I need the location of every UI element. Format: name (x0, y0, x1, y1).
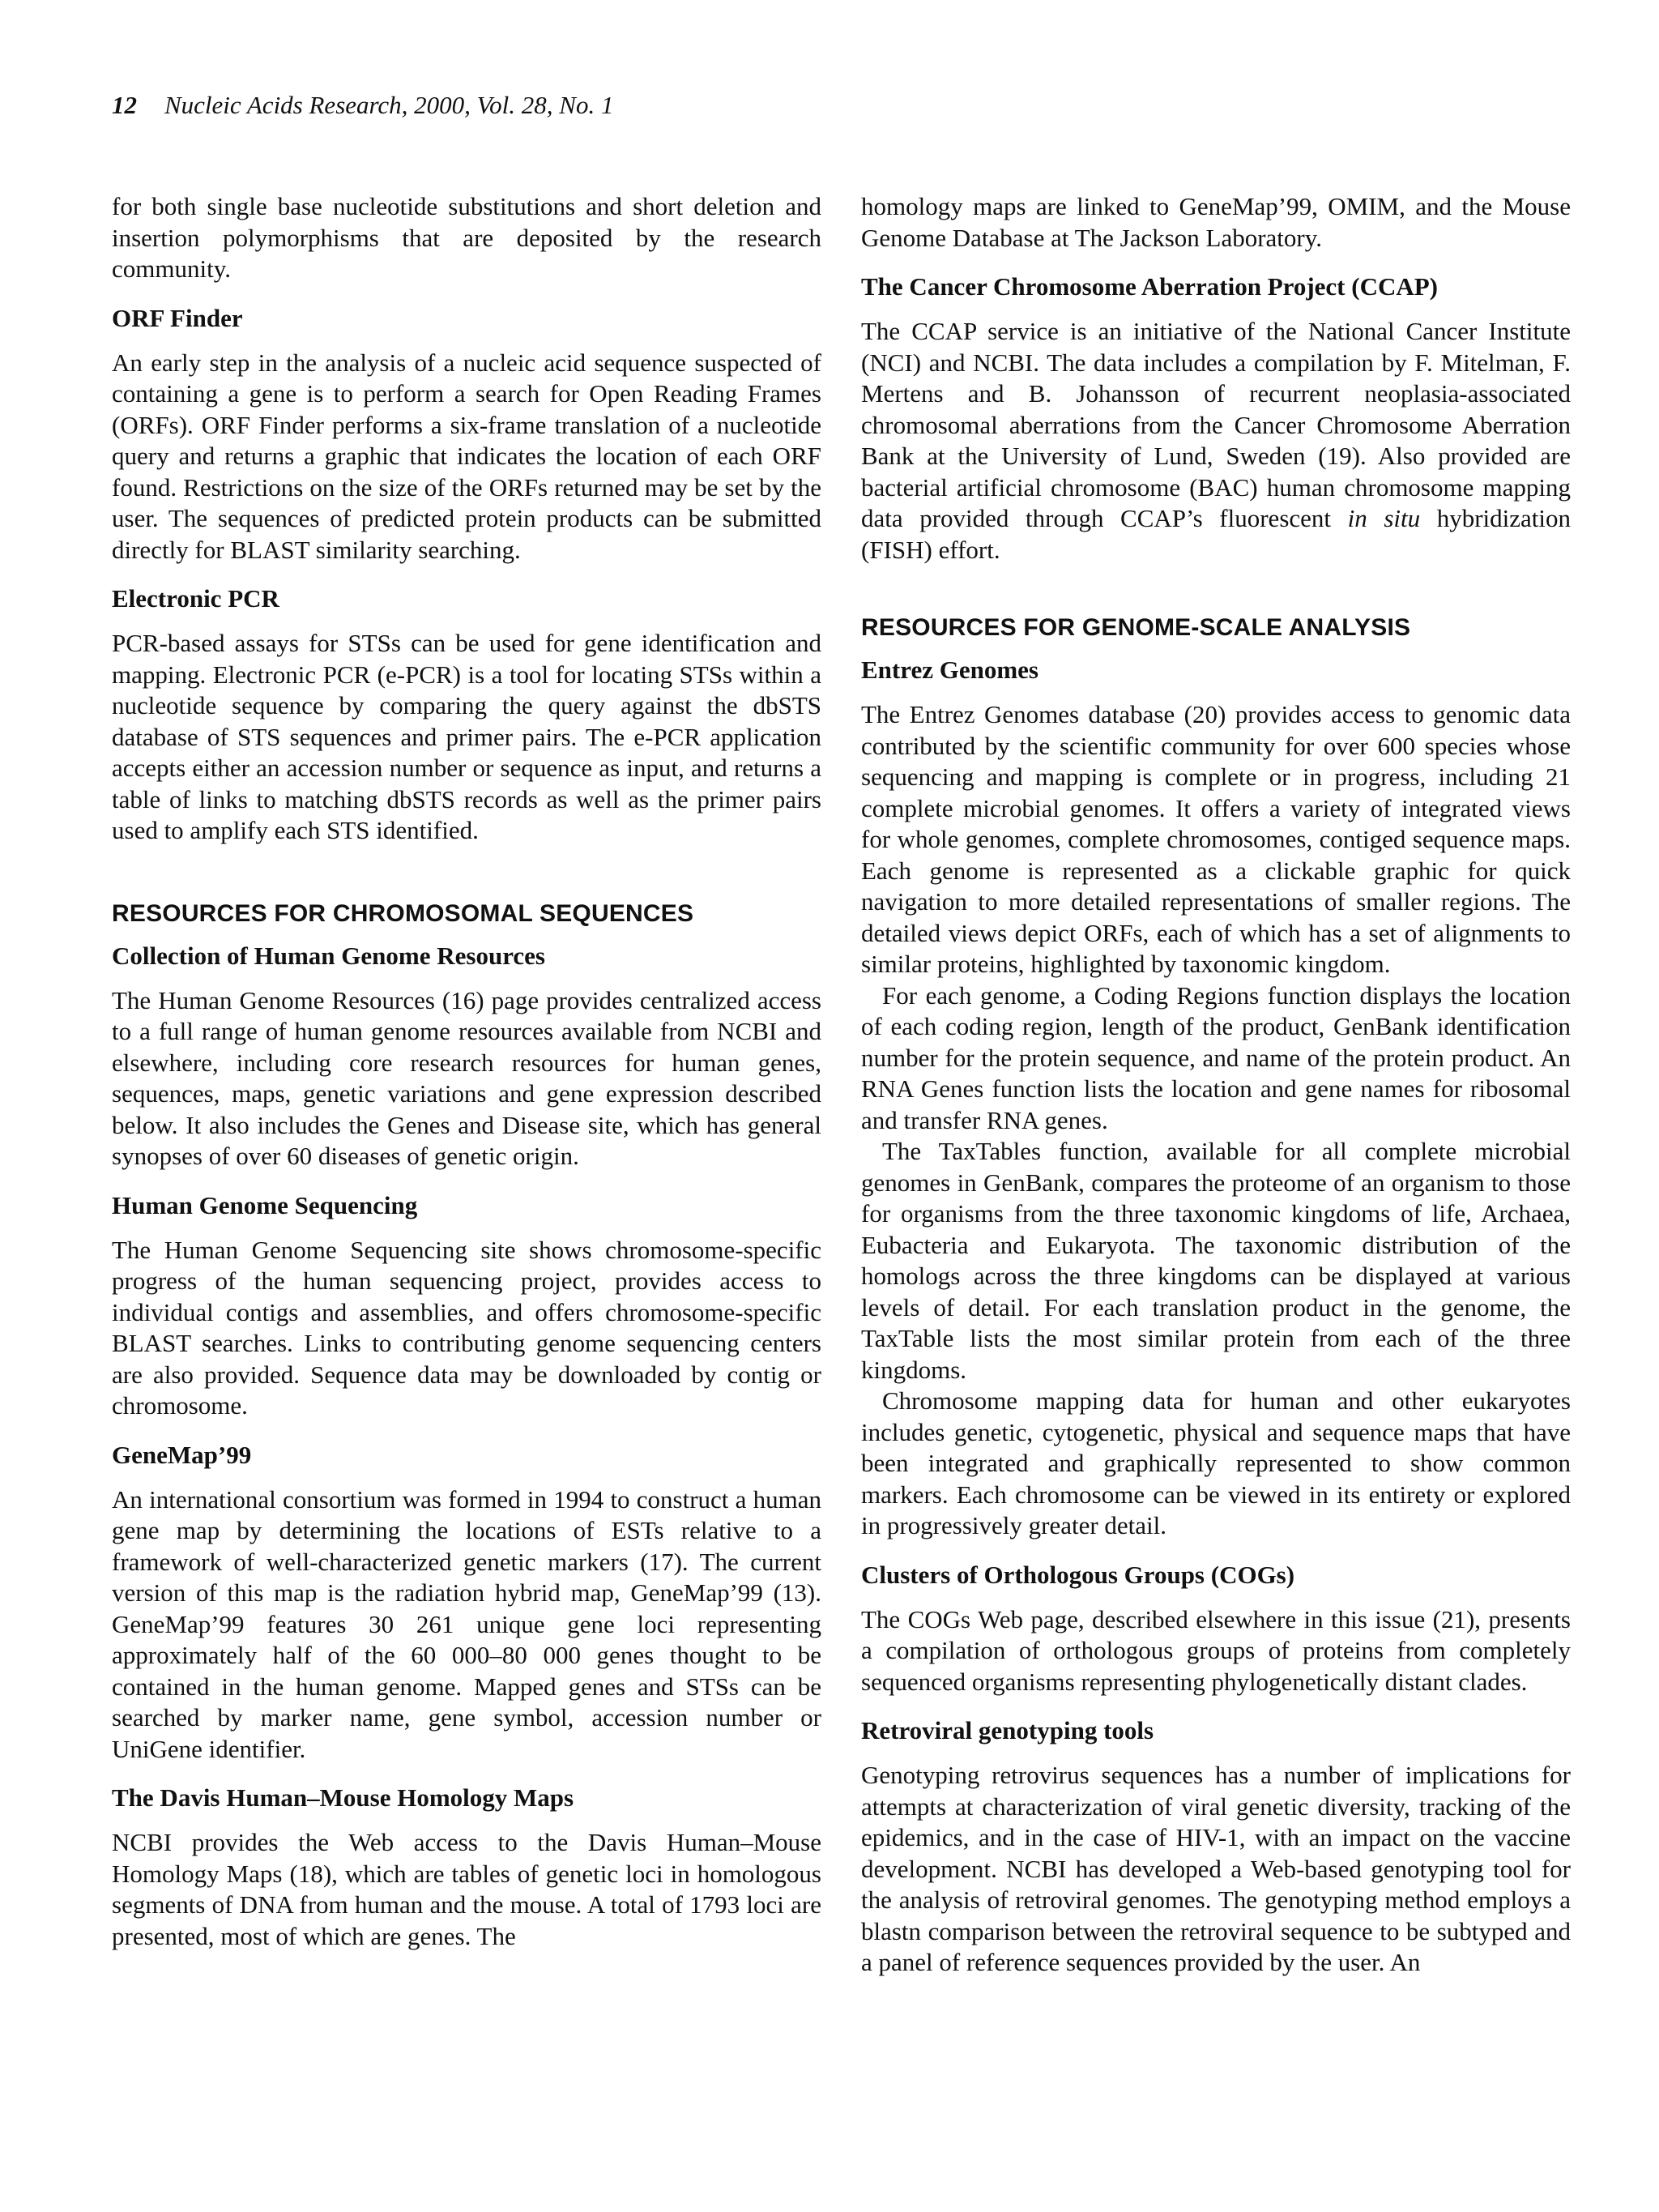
paragraph-davis-homology-maps: NCBI provides the Web access to the Davis Human–Mouse Homology Maps (18), which are tables of genetic loci in homologous segments of DNA from human and the mouse. A total of 1793 loci are presented, most of which are genes. The (112, 1828, 821, 1950)
paragraph-entrez-genomes-1: The Entrez Genomes database (20) provides access to genomic data contributed by the scientific community for over 600 species whose sequencing and mapping is complete or in progress, including 21 complete microbial genomes. It offers a variety of integrated views for whole genomes, complete chromosomes, contiged sequence maps. Each genome is represented as a clickable graphic for quick navigation to more detailed representations of smaller regions. The detailed views depict ORFs, each of which has a set of alignments to similar proteins, highlighted by taxonomic kingdom. (861, 700, 1571, 978)
paragraph-electronic-pcr: PCR-based assays for STSs can be used for gene identification and mapping. Electronic PCR (e-PCR) is a tool for locating STSs within a nucleotide sequence by comparing the query against the dbSTS database of STS sequences and primer pairs. The e-PCR application accepts either an accession number or sequence as input, and returns a table of links to matching dbSTS records as well as the primer pairs used to amplify each STS identified. (112, 629, 821, 844)
paragraph-genemap99: An international consortium was formed in 1994 to construct a human gene map by determining the locations of ESTs relative to a framework of well-characterized genetic markers (17). The current version of this map is the radiation hybrid map, GeneMap’99 (13). GeneMap’99 features 30 261 unique gene loci representing approximately half of the 60 000–80 000 genes thought to be contained in the human genome. Mapped genes and STSs can be searched by marker name, gene symbol, accession number or UniGene identifier. (112, 1484, 821, 1763)
subsection-title-genemap99: GeneMap’99 (112, 1440, 252, 1469)
ccap-text-italic: in situ (1347, 504, 1421, 532)
paragraph-ccap (861, 316, 1571, 566)
paragraph-entrez-genomes-4: Chromosome mapping data for human and other eukaryotes includes genetic, cytogenetic, physical and sequence maps that have been integrated and graphically represented to show common markers. Each chromosome can be viewed in its entirety or explored in progressively greater detail. (861, 1386, 1571, 1539)
subsection-title-retroviral-genotyping: Retroviral genotyping tools (861, 1716, 1154, 1744)
paragraph-continued: for both single base nucleotide substitutions and short deletion and insertion polymorphisms that are deposited by the research community. (112, 192, 821, 283)
subsection-title-electronic-pcr: Electronic PCR (112, 584, 279, 613)
subsection-title-davis-homology-maps: The Davis Human–Mouse Homology Maps (112, 1783, 574, 1812)
subsection-title-human-genome-sequencing: Human Genome Sequencing (112, 1190, 418, 1219)
journal-citation: Nucleic Acids Research, 2000, Vol. 28, No. 1 (164, 91, 614, 119)
running-head (112, 89, 613, 122)
subsection-title-human-genome-resources: Collection of Human Genome Resources (112, 941, 545, 970)
ccap-text-after: hybridization (FISH) effort. (861, 504, 1571, 564)
paragraph-human-genome-resources: The Human Genome Resources (16) page provides centralized access to a full range of human genome resources available from NCBI and elsewhere, including core research resources for human genes, sequences, maps, genetic variations and gene expression described below. It also includes the Genes and Disease site, which has general synopses of over 60 diseases of genetic origin. (112, 985, 821, 1170)
page-number: 12 (112, 91, 137, 119)
paragraph-homology-continued: homology maps are linked to GeneMap’99, OMIM, and the Mouse Genome Database at The Jackson Laboratory. (861, 192, 1571, 252)
paragraph-cogs: The COGs Web page, described elsewhere in this issue (21), presents a compilation of orthologous groups of proteins from completely sequenced organisms representing phylogenetically distant clades. (861, 1604, 1571, 1696)
ccap-text-before: The CCAP service is an initiative of the National Cancer Institute (NCI) and NCBI. The data includes a compilation by F. Mitelman, F. Mertens and B. Johansson of recurrent neoplasia-associated chromosomal aberrations from the Cancer Chromosome Aberration Bank at the University of Lund, Sweden (19). Also provided are bacterial artificial chromosome (BAC) human chromosome mapping data provided through CCAP’s fluorescent (861, 317, 1571, 532)
section-title-chromosomal-sequences: RESOURCES FOR CHROMOSOMAL SEQUENCES (112, 899, 694, 927)
paragraph-human-genome-sequencing: The Human Genome Sequencing site shows chromosome-specific progress of the human sequencing project, provides access to individual contigs and assemblies, and offers chromosome-specific BLAST searches. Links to contributing genome sequencing centers are also provided. Sequence data may be downloaded by contig or chromosome. (112, 1235, 821, 1420)
paragraph-entrez-genomes-2: For each genome, a Coding Regions function displays the location of each coding region, length of the product, GenBank identification number for the protein sequence, and name of the protein product. An RNA Genes function lists the location and gene names for ribosomal and transfer RNA genes. (861, 980, 1571, 1134)
left-column (112, 191, 821, 1952)
subsection-title-orf-finder: ORF Finder (112, 303, 243, 332)
paragraph-orf-finder: An early step in the analysis of a nucleic acid sequence suspected of containing a gene is to perform a search for Open Reading Frames (ORFs). ORF Finder performs a six-frame translation of a nucleotide query and returns a graphic that indicates the location of each ORF found. Restrictions on the size of the ORFs returned may be set by the user. The sequences of predicted protein products can be submitted directly for BLAST similarity searching. (112, 348, 821, 564)
paragraph-retroviral-genotyping: Genotyping retrovirus sequences has a number of implications for attempts at characterization of viral genetic diversity, tracking of the epidemics, and in the case of HIV-1, with an impact on the vaccine development. NCBI has developed a Web-based genotyping tool for the analysis of retroviral genomes. The genotyping method employs a blastn comparison between the retroviral sequence to be subtyped and a panel of reference sequences provided by the user. An (861, 1761, 1571, 1976)
subsection-title-entrez-genomes: Entrez Genomes (861, 655, 1038, 684)
section-title-genome-scale-analysis: RESOURCES FOR GENOME-SCALE ANALYSIS (861, 614, 1411, 641)
right-column (861, 191, 1571, 1979)
paragraph-entrez-genomes-3: The TaxTables function, available for all complete microbial genomes in GenBank, compares the proteome of an organism to those for organisms from the three taxonomic kingdoms of life, Archaea, Eubacteria and Eukaryota. The taxonomic distribution of the homologs across the three kingdoms can be displayed at various levels of detail. For each translation product in the genome, the TaxTable lists the most similar protein from each of the three kingdoms. (861, 1137, 1571, 1384)
subsection-title-ccap: The Cancer Chromosome Aberration Project (CCAP) (861, 272, 1438, 301)
subsection-title-cogs: Clusters of Orthologous Groups (COGs) (861, 1560, 1295, 1589)
